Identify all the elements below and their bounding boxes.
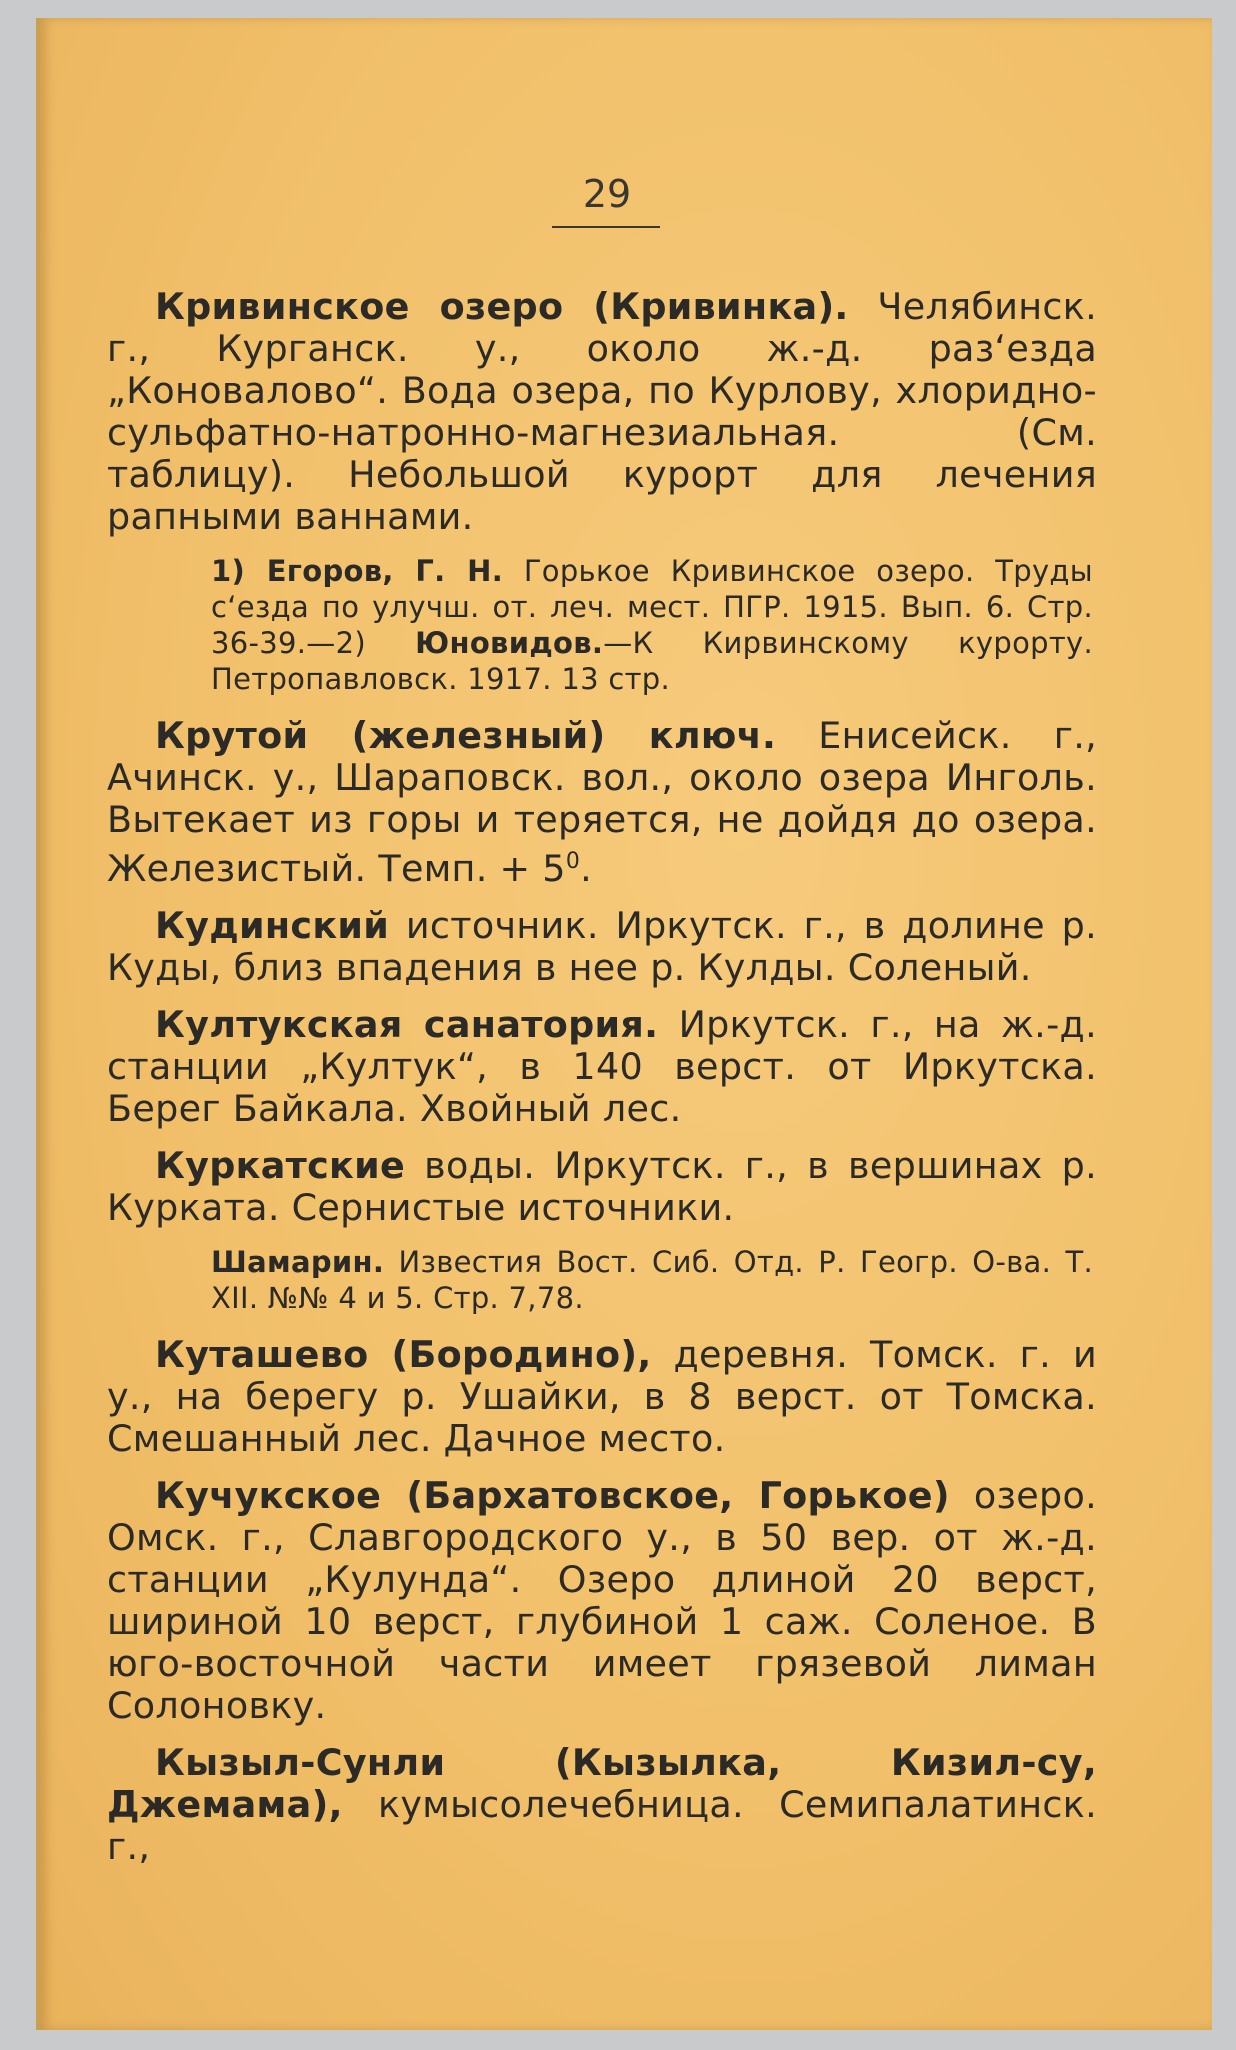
entry-term: Кудинский bbox=[155, 904, 390, 948]
entry-text: деревня. Томск. г. и у., на берегу р. Ушайки, в 8 верст. от Томска. Смешанный лес. Дачное место. bbox=[107, 1333, 1097, 1461]
entry-text: воды. Иркутск. г., в вершинах р. Курката. Сернистые источники. bbox=[107, 1144, 1097, 1230]
entry-term: Куркатские bbox=[155, 1144, 406, 1188]
entry-term: Крутой (железный) ключ. bbox=[155, 714, 777, 757]
entry-text: источник. Иркутск. г., в долине р. Куды, близ впадения в нее р. Кулды. Соленый. bbox=[107, 904, 1097, 990]
book-page bbox=[36, 18, 1212, 2030]
entry-reference bbox=[211, 553, 1093, 697]
entry-kutashevo bbox=[107, 1334, 1097, 1460]
entry-kudinskiy bbox=[107, 905, 1097, 989]
entry-term: Куташево (Бородино), bbox=[155, 1333, 652, 1377]
reference-author: 1) Егоров, Г. Н. bbox=[211, 554, 504, 588]
entry-krutoy bbox=[107, 715, 1097, 890]
entry-term: Култукская санатория. bbox=[155, 1003, 659, 1047]
entry-kurkatskie bbox=[107, 1145, 1097, 1229]
entry-term: Кривинское озеро (Кривинка). bbox=[155, 285, 849, 328]
entry-reference bbox=[211, 1244, 1093, 1316]
entry-term: Кучукское (Бархатовское, Горькое) bbox=[155, 1474, 950, 1518]
entry-text: Челябинск. г., Курганск. у., около ж.-д. раз‘езда „Коновалово“. Вода озера, по Курлову, хлоридно-сульфатно-натронно-магнезиальная. (См. таблицу). Небольшой курорт для лечения рапными ваннами. bbox=[107, 285, 1097, 538]
entry-text: Енисейск. г., Ачинск. у., Шараповск. вол., около озера Инголь. Вытекает из горы и теряется, не дойдя до озера. Железистый. Темп. + 5 bbox=[107, 714, 1097, 891]
entry-text: Иркутск. г., на ж.-д. станции „Култук“, в 140 верст. от Иркутска. Берег Байкала. Хвойный лес. bbox=[107, 1003, 1097, 1131]
reference-author: Шамарин. bbox=[211, 1245, 385, 1280]
entry-text: озеро. Омск. г., Славгородского у., в 50 вер. от ж.-д. станции „Кулунда“. Озеро длиной 20 верст, шириной 10 верст, глубиной 1 саж. Соленое. В юго-восточной части имеет грязевой лиман Солоновку. bbox=[107, 1474, 1097, 1728]
reference-text: Горькое Кривинское озеро. Труды с‘езда по улучш. от. леч. мест. ПГР. 1915. Вып. 6. Стр. 36-39.—2) bbox=[211, 554, 1093, 660]
entry-term: Кызыл-Сунли (Кызылка, Кизил-су, Джемама), bbox=[107, 1741, 1097, 1827]
page-content bbox=[107, 286, 1097, 1883]
page-number: 29 bbox=[582, 172, 632, 216]
degree-superscript: 0 bbox=[565, 849, 581, 874]
entry-kuchukskoe bbox=[107, 1475, 1097, 1727]
entry-text: кумысолечебница. Семипалатинск. г., bbox=[107, 1783, 1097, 1869]
entry-text-tail: . bbox=[580, 847, 592, 891]
entry-kyzyl-sunli bbox=[107, 1742, 1097, 1868]
page-number-rule bbox=[552, 226, 660, 228]
reference-author: Юновидов. bbox=[415, 626, 604, 660]
reference-text: Известия Вост. Сиб. Отд. Р. Геогр. О-ва. Т. XII. №№ 4 и 5. Стр. 7,78. bbox=[211, 1245, 1093, 1316]
entry-krivinskoe bbox=[107, 286, 1097, 538]
reference-text: —К Кирвинскому курорту. Петропавловск. 1917. 13 стр. bbox=[211, 626, 1093, 696]
entry-kultukskaya bbox=[107, 1004, 1097, 1130]
